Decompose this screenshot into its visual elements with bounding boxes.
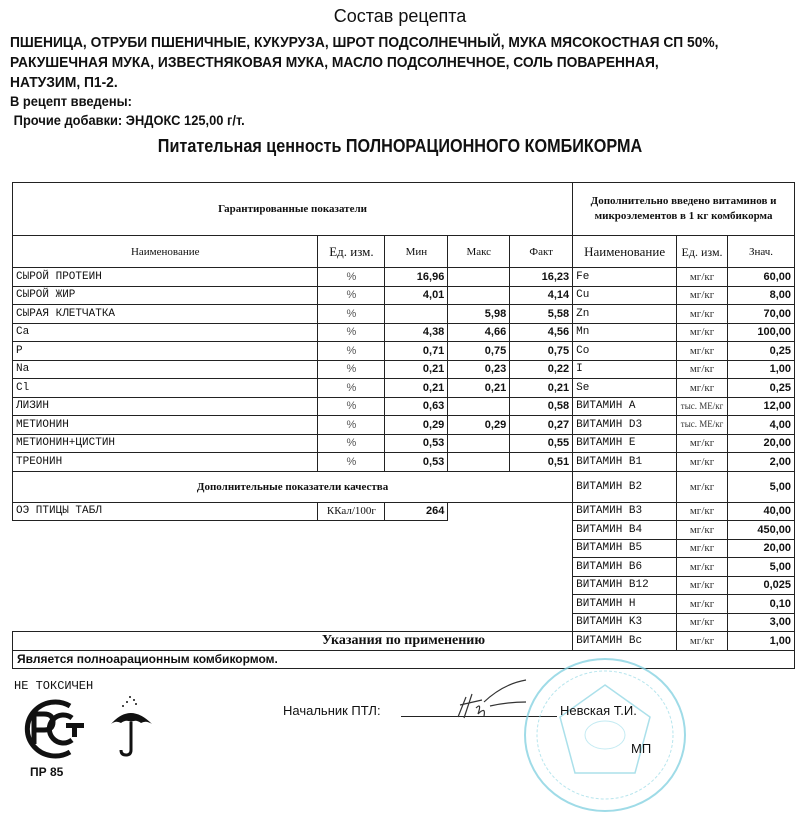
supplement-unit: мг/кг [677,360,728,379]
supplement-value: 0,25 [728,379,795,398]
table-row [13,453,795,472]
rst-certification-mark-icon [20,698,86,760]
indicator-fact: 5,58 [510,305,573,324]
supplement-unit: мг/кг [677,323,728,342]
supplement-unit: мг/кг [677,305,728,324]
supplement-unit: мг/кг [677,453,728,472]
blank-area [13,613,448,632]
col-header-unit: Ед. изм. [318,236,385,268]
table-row [13,539,795,558]
blank-area [448,502,573,650]
supplement-name: Se [573,379,677,398]
supplement-unit: мг/кг [677,342,728,361]
supplement-value: 8,00 [728,286,795,305]
indicator-fact: 0,75 [510,342,573,361]
indicator-min: 4,38 [385,323,448,342]
supplement-name: ВИТАМИН B1 [573,453,677,472]
supplement-value: 70,00 [728,305,795,324]
indicator-max [448,286,510,305]
other-additives: Прочие добавки: ЭНДОКС 125,00 г/т. [13,112,245,128]
indicator-min: 16,96 [385,268,448,287]
supplement-unit: мг/кг [677,379,728,398]
indicator-name: СЫРАЯ КЛЕТЧАТКА [13,305,318,324]
additional-quality-title: Дополнительные показатели качества [13,471,573,502]
indicator-name: Na [13,360,318,379]
table-row [13,521,795,540]
indicator-min: 0,21 [385,379,448,398]
supplement-value: 0,025 [728,576,795,595]
ingredients-list [10,33,737,93]
supplement-name: ВИТАМИН Bc [573,632,677,651]
supplement-value: 20,00 [728,434,795,453]
indicator-fact: 0,27 [510,416,573,435]
col-header-max: Макс [448,236,510,268]
indicator-unit: % [318,416,385,435]
indicator-name: P [13,342,318,361]
supplement-unit: мг/кг [677,502,728,521]
indicator-name: СЫРОЙ ЖИР [13,286,318,305]
supplement-name: I [573,360,677,379]
table-row [13,613,795,632]
supp-header-value: Знач. [728,236,795,268]
indicator-max: 0,23 [448,360,510,379]
indicator-unit: % [318,434,385,453]
supplement-value: 0,10 [728,595,795,614]
supplement-name: ВИТАМИН B4 [573,521,677,540]
table-row [13,576,795,595]
indicator-name: МЕТИОНИН+ЦИСТИН [13,434,318,453]
indicator-name: Ca [13,323,318,342]
supplement-unit: мг/кг [677,539,728,558]
blank-area [13,539,448,558]
blank-area [13,595,448,614]
indicator-max [448,434,510,453]
supplement-value: 60,00 [728,268,795,287]
blank-area [13,521,448,540]
supplement-name: ВИТАМИН B3 [573,502,677,521]
indicator-fact: 0,51 [510,453,573,472]
indicator-name: ТРЕОНИН [13,453,318,472]
guaranteed-section-title: Гарантированные показатели [13,183,573,236]
supplement-unit: мг/кг [677,268,728,287]
indicator-fact: 0,21 [510,379,573,398]
indicator-max [448,268,510,287]
supplement-unit: мг/кг [677,558,728,577]
supplement-name: Fe [573,268,677,287]
supplement-name: ВИТАМИН A [573,397,677,416]
table-row [13,558,795,577]
supplement-value: 20,00 [728,539,795,558]
indicator-name: ЛИЗИН [13,397,318,416]
supplement-unit: тыс. МЕ/кг [677,416,728,435]
supplement-value: 3,00 [728,613,795,632]
supplement-unit: мг/кг [677,632,728,651]
table-row [13,305,795,324]
supplement-name: Zn [573,305,677,324]
indicator-unit: % [318,323,385,342]
nutrition-title: Питательная ценность ПОЛНОРАЦИОННОГО КОМБИКОРМА [157,136,643,156]
table-row [13,471,795,502]
supplement-name: ВИТАМИН D3 [573,416,677,435]
seal-label: МП [631,741,652,756]
cert-mark-code: ПР 85 [30,765,64,779]
blank-area [13,576,448,595]
introduced-label: В рецепт введены: [10,93,132,109]
indicator-min: 0,71 [385,342,448,361]
ingredients-line: ПШЕНИЦА, ОТРУБИ ПШЕНИЧНЫЕ, КУКУРУЗА, ШРОТ ПОДСОЛНЕЧНЫЙ, МУКА МЯСОКОСТНАЯ СП 50%, [10,34,719,51]
table-row [13,416,795,435]
supplement-name: ВИТАМИН B12 [573,576,677,595]
col-header-min: Мин [385,236,448,268]
supplement-value: 5,00 [728,558,795,577]
indicator-max: 0,29 [448,416,510,435]
indicator-fact: 4,14 [510,286,573,305]
indicator-unit: % [318,305,385,324]
indicator-fact: 0,55 [510,434,573,453]
supplement-value: 1,00 [728,360,795,379]
indicator-name: СЫРОЙ ПРОТЕИН [13,268,318,287]
supplement-unit: мг/кг [677,434,728,453]
table-row [13,502,795,521]
indicator-unit: % [318,453,385,472]
indicator-max: 0,21 [448,379,510,398]
indicator-fact: 16,23 [510,268,573,287]
signature-label: Начальник ПТЛ: [283,703,381,718]
supplement-value: 1,00 [728,632,795,651]
indicator-max: 5,98 [448,305,510,324]
indicator-name: МЕТИОНИН [13,416,318,435]
indicator-min: 4,01 [385,286,448,305]
quality-value: 264 [385,502,448,521]
supplement-value: 0,25 [728,342,795,361]
supplement-value: 450,00 [728,521,795,540]
nutrition-table [12,182,795,651]
usage-text: Является полноарационным комбикормом. [17,652,278,666]
keep-dry-umbrella-icon [108,694,154,758]
supplement-value: 5,00 [728,471,795,502]
indicator-fact: 0,58 [510,397,573,416]
supplement-name: Mn [573,323,677,342]
supplement-value: 2,00 [728,453,795,472]
quality-name: ОЭ ПТИЦЫ ТАБЛ [13,502,318,521]
indicator-max: 0,75 [448,342,510,361]
indicator-unit: % [318,286,385,305]
supplement-unit: мг/кг [677,613,728,632]
supplement-unit: мг/кг [677,286,728,305]
ingredients-line: НАТУЗИМ, П1-2. [10,74,118,91]
indicator-min: 0,53 [385,453,448,472]
handwritten-signature [448,672,528,722]
table-row [13,397,795,416]
indicator-unit: % [318,379,385,398]
indicator-max [448,453,510,472]
table-row [13,286,795,305]
indicator-unit: % [318,360,385,379]
quality-unit: ККал/100г [318,502,385,521]
supplement-name: ВИТАМИН E [573,434,677,453]
supplement-name: Cu [573,286,677,305]
indicator-fact: 4,56 [510,323,573,342]
supplement-unit: мг/кг [677,521,728,540]
supplement-name: Co [573,342,677,361]
supplement-name: ВИТАМИН H [573,595,677,614]
indicator-fact: 0,22 [510,360,573,379]
supplement-unit: мг/кг [677,576,728,595]
supp-header-unit: Ед. изм. [677,236,728,268]
supplement-value: 40,00 [728,502,795,521]
indicator-min [385,305,448,324]
indicator-unit: % [318,342,385,361]
indicator-max [448,397,510,416]
introduced-block [10,92,245,130]
table-row [13,595,795,614]
supplement-value: 100,00 [728,323,795,342]
supp-header-name: Наименование [573,236,677,268]
signatory-name: Невская Т.И. [560,703,637,718]
recipe-title: Состав рецепта [333,6,467,26]
indicator-unit: % [318,397,385,416]
supplement-unit: мг/кг [677,595,728,614]
supplement-value: 12,00 [728,397,795,416]
non-toxic-label: НЕ ТОКСИЧЕН [14,679,94,693]
indicator-unit: % [318,268,385,287]
supplement-unit: тыс. МЕ/кг [677,397,728,416]
ingredients-line: РАКУШЕЧНАЯ МУКА, ИЗВЕСТНЯКОВАЯ МУКА, МАСЛО ПОДСОЛНЕЧНОЕ, СОЛЬ ПОВАРЕННАЯ, [10,54,659,71]
supplement-name: ВИТАМИН B2 [573,471,677,502]
supplements-section-title: Дополнительно введено витаминов и микроэлементов в 1 кг комбикорма [573,183,795,236]
table-row [13,342,795,361]
supplement-value: 4,00 [728,416,795,435]
table-row [13,379,795,398]
table-row [13,323,795,342]
indicator-min: 0,63 [385,397,448,416]
col-header-fact: Факт [510,236,573,268]
indicator-name: Cl [13,379,318,398]
supplement-unit: мг/кг [677,471,728,502]
table-row [13,268,795,287]
col-header-name: Наименование [13,236,318,268]
table-row [13,360,795,379]
indicator-max: 4,66 [448,323,510,342]
usage-title: Указания по применению [13,632,794,651]
supplement-name: ВИТАМИН B6 [573,558,677,577]
supplement-name: ВИТАМИН K3 [573,613,677,632]
indicator-min: 0,29 [385,416,448,435]
round-seal-stamp [520,655,690,815]
table-row [13,434,795,453]
indicator-min: 0,21 [385,360,448,379]
supplement-name: ВИТАМИН B5 [573,539,677,558]
blank-area [13,558,448,577]
indicator-min: 0,53 [385,434,448,453]
